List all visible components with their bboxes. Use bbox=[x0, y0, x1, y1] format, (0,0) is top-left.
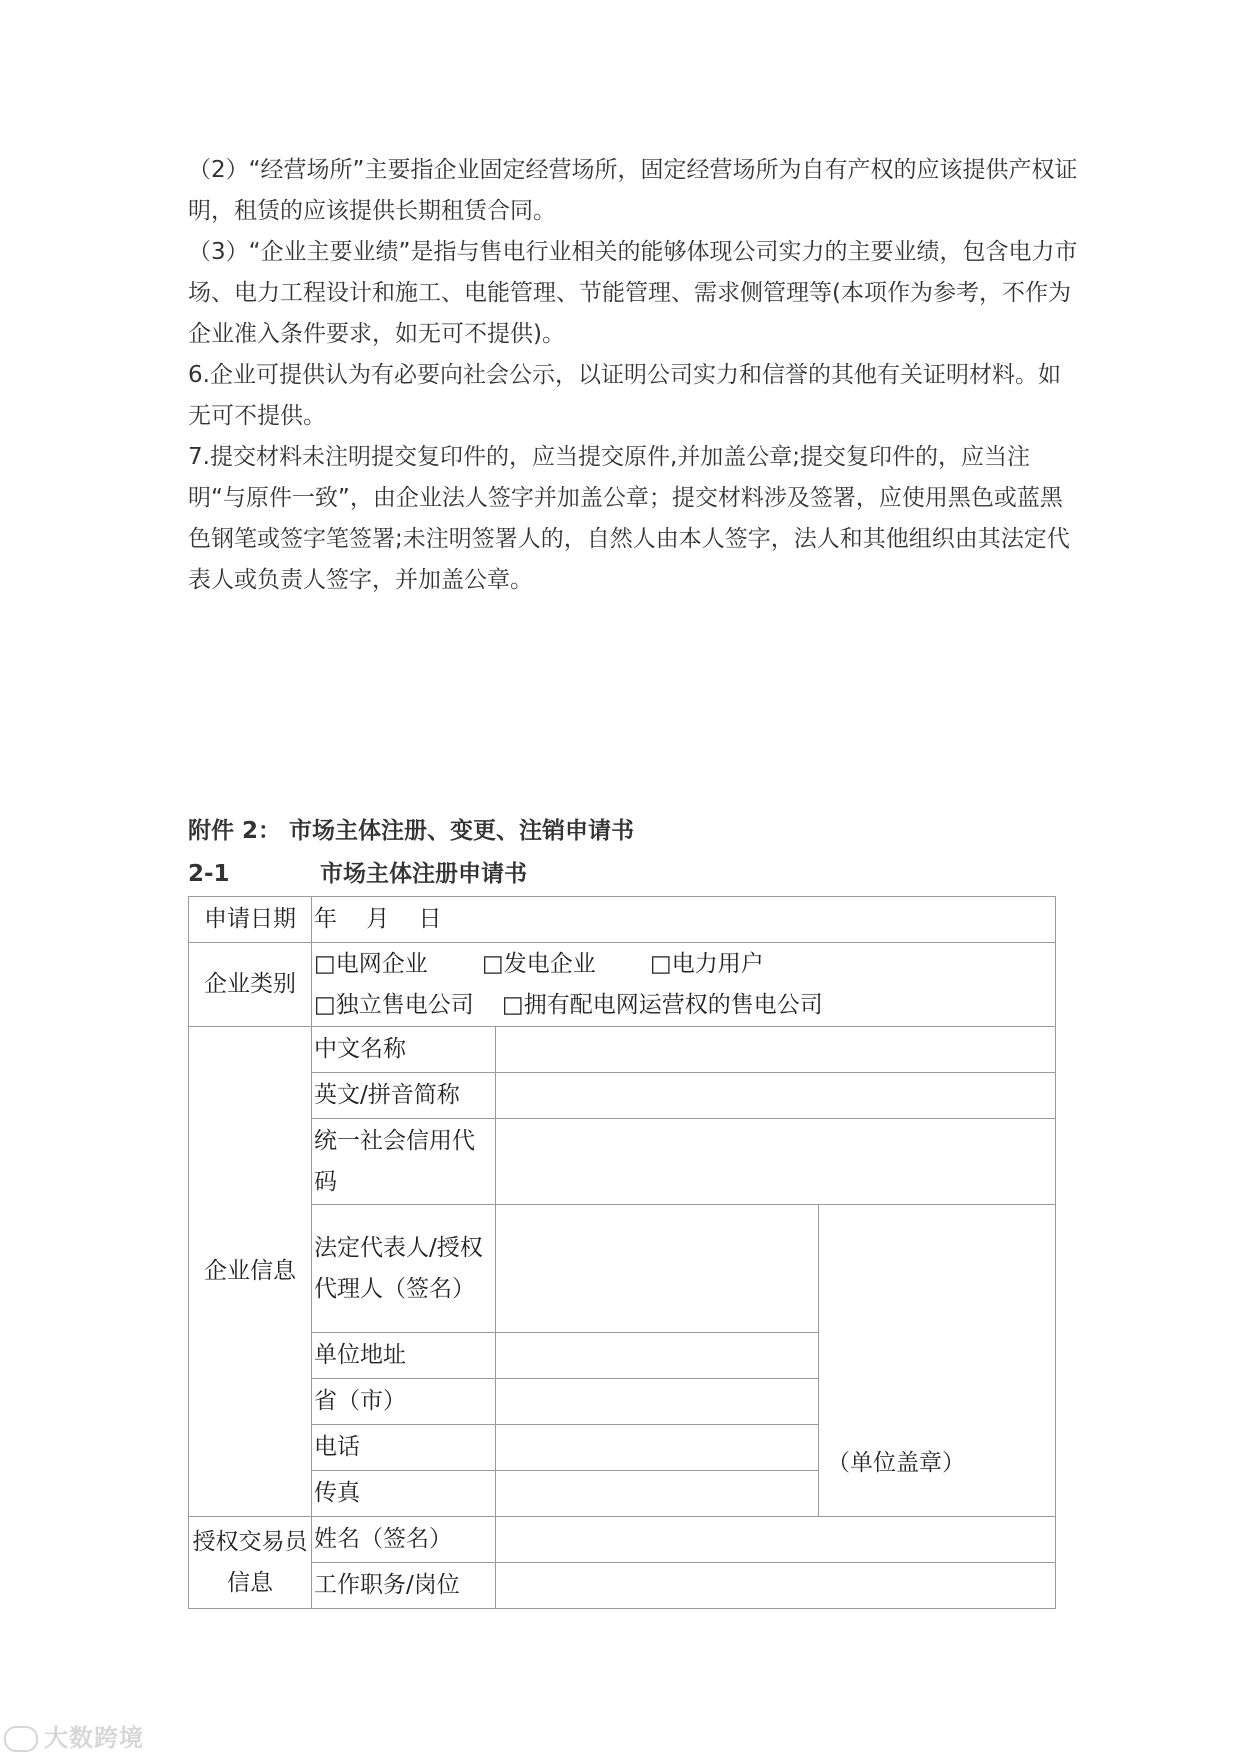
company-seal-label: （单位盖章） bbox=[827, 1450, 965, 1476]
fax-label: 传真 bbox=[312, 1471, 496, 1517]
company-seal-area bbox=[819, 1205, 1056, 1517]
en-name-row bbox=[189, 1073, 1056, 1119]
cn-name-row bbox=[189, 1027, 1056, 1073]
phone-input[interactable] bbox=[496, 1425, 819, 1471]
option-power-user[interactable]: □电力用户 bbox=[650, 950, 764, 977]
date-row bbox=[189, 897, 1056, 943]
registration-form-table bbox=[188, 896, 1056, 1609]
instruction-paragraph: （3）“企业主要业绩”是指与售电行业相关的能够体现公司实力的主要业绩，包含电力市场、电力工程设计和施工、电能管理、节能管理、需求侧管理等(本项作为参考，不作为企业准入条件要求，如无可不提供)。 bbox=[188, 239, 1078, 347]
address-input[interactable] bbox=[496, 1333, 819, 1379]
instruction-paragraph: （2）“经营场所”主要指企业固定经营场所，固定经营场所为自有产权的应该提供产权证明，租赁的应该提供长期租赁合同。 bbox=[188, 157, 1078, 224]
date-value[interactable]: 年 月 日 bbox=[312, 897, 1056, 943]
en-name-input[interactable] bbox=[496, 1073, 1056, 1119]
legal-rep-input[interactable] bbox=[496, 1205, 819, 1333]
province-label: 省（市） bbox=[312, 1379, 496, 1425]
form-title: 市场主体注册申请书 bbox=[320, 861, 527, 887]
trader-position-label: 工作职务/岗位 bbox=[312, 1563, 496, 1609]
credit-code-input[interactable] bbox=[496, 1119, 1056, 1205]
watermark-logo-icon bbox=[4, 1726, 38, 1752]
legal-rep-label: 法定代表人/授权代理人（签名） bbox=[312, 1205, 496, 1333]
option-distribution-retailer[interactable]: □拥有配电网运营权的售电公司 bbox=[502, 991, 823, 1018]
credit-code-label: 统一社会信用代码 bbox=[312, 1119, 496, 1205]
trader-name-label: 姓名（签名） bbox=[312, 1517, 496, 1563]
trader-info-label: 授权交易员信息 bbox=[189, 1517, 312, 1609]
trader-name-row bbox=[189, 1517, 1056, 1563]
province-input[interactable] bbox=[496, 1379, 819, 1425]
trader-name-input[interactable] bbox=[496, 1517, 1056, 1563]
annex-title: 附件 2： 市场主体注册、变更、注销申请书 bbox=[188, 818, 635, 844]
cn-name-label: 中文名称 bbox=[312, 1027, 496, 1073]
trader-position-row bbox=[189, 1563, 1056, 1609]
cn-name-input[interactable] bbox=[496, 1027, 1056, 1073]
option-independent-retailer[interactable]: □独立售电公司 bbox=[314, 991, 474, 1018]
credit-code-row bbox=[189, 1119, 1056, 1205]
form-subtitle bbox=[188, 856, 888, 892]
category-label: 企业类别 bbox=[189, 943, 312, 1027]
trader-position-input[interactable] bbox=[496, 1563, 1056, 1609]
watermark bbox=[4, 1718, 144, 1753]
category-options bbox=[312, 943, 1056, 1027]
instruction-paragraph: 6.企业可提供认为有必要向社会公示，以证明公司实力和信誉的其他有关证明材料。如无可不提供。 bbox=[188, 362, 1061, 429]
legal-rep-row bbox=[189, 1205, 1056, 1333]
instruction-paragraph: 7.提交材料未注明提交复印件的，应当提交原件,并加盖公章;提交复印件的，应当注明“与原件一致”，由企业法人签字并加盖公章；提交材料涉及签署，应使用黑色或蓝黑色钢笔或签字笔签署;未注明签署人的，自然人由本人签字，法人和其他组织由其法定代表人或负责人签字，并加盖公章。 bbox=[188, 444, 1070, 593]
company-info-label: 企业信息 bbox=[189, 1027, 312, 1517]
address-label: 单位地址 bbox=[312, 1333, 496, 1379]
date-label: 申请日期 bbox=[189, 897, 312, 943]
option-generation-company[interactable]: □发电企业 bbox=[482, 950, 596, 977]
category-row bbox=[189, 943, 1056, 1027]
en-name-label: 英文/拼音简称 bbox=[312, 1073, 496, 1119]
watermark-text: 大数跨境 bbox=[44, 1724, 144, 1752]
fax-input[interactable] bbox=[496, 1471, 819, 1517]
instructions-text bbox=[188, 150, 1078, 601]
form-number: 2-1 bbox=[188, 861, 230, 887]
option-grid-company[interactable]: □电网企业 bbox=[314, 950, 428, 977]
phone-label: 电话 bbox=[312, 1425, 496, 1471]
